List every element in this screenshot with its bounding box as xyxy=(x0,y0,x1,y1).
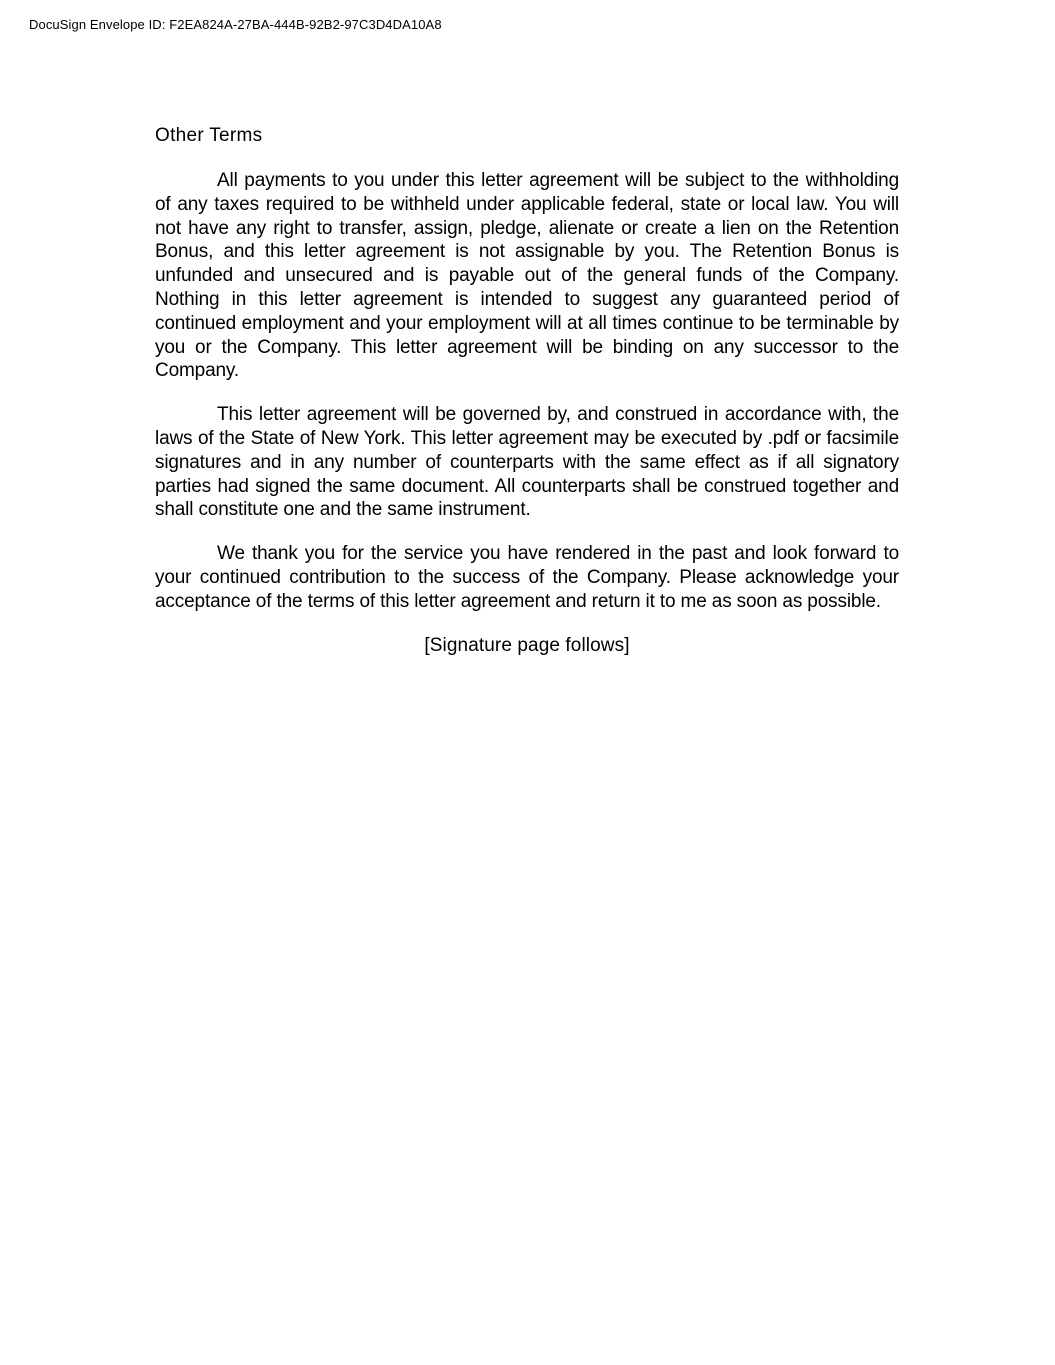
paragraph-governing-law: This letter agreement will be governed by, and construed in accordance with, the laws of the State of New York. This letter agreement may be executed by .pdf or facsimile signatures and in any number of counterparts with the same effect as if all signatory parties had signed the same document. All counterparts shall be construed together and shall constitute one and the same instrument. xyxy=(155,404,899,521)
docusign-envelope-id: DocuSign Envelope ID: F2EA824A-27BA-444B-92B2-97C3D4DA10A8 xyxy=(29,17,442,32)
paragraph-payments-and-withholding: All payments to you under this letter agreement will be subject to the withholding of any taxes required to be withheld under applicable federal, state or local law. You will not have any right to transfer, assign, pledge, alienate or create a lien on the Retention Bonus, and this letter agreement is not assignable by you. The Retention Bonus is unfunded and unsecured and is payable out of the general funds of the Company. Nothing in this letter agreement is intended to suggest any guaranteed period of continued employment and your employment will at all times continue to be terminable by you or the Company. This letter agreement will be binding on any successor to the Company. xyxy=(155,170,899,382)
signature-page-note: [Signature page follows] xyxy=(424,634,630,656)
section-title-other-terms: Other Terms xyxy=(155,125,263,146)
paragraph-acknowledgement: We thank you for the service you have rendered in the past and look forward to your continued contribution to the success of the Company. Please acknowledge your acceptance of the terms of this letter agreement and return it to me as soon as possible. xyxy=(155,543,899,612)
document-body xyxy=(155,123,899,657)
